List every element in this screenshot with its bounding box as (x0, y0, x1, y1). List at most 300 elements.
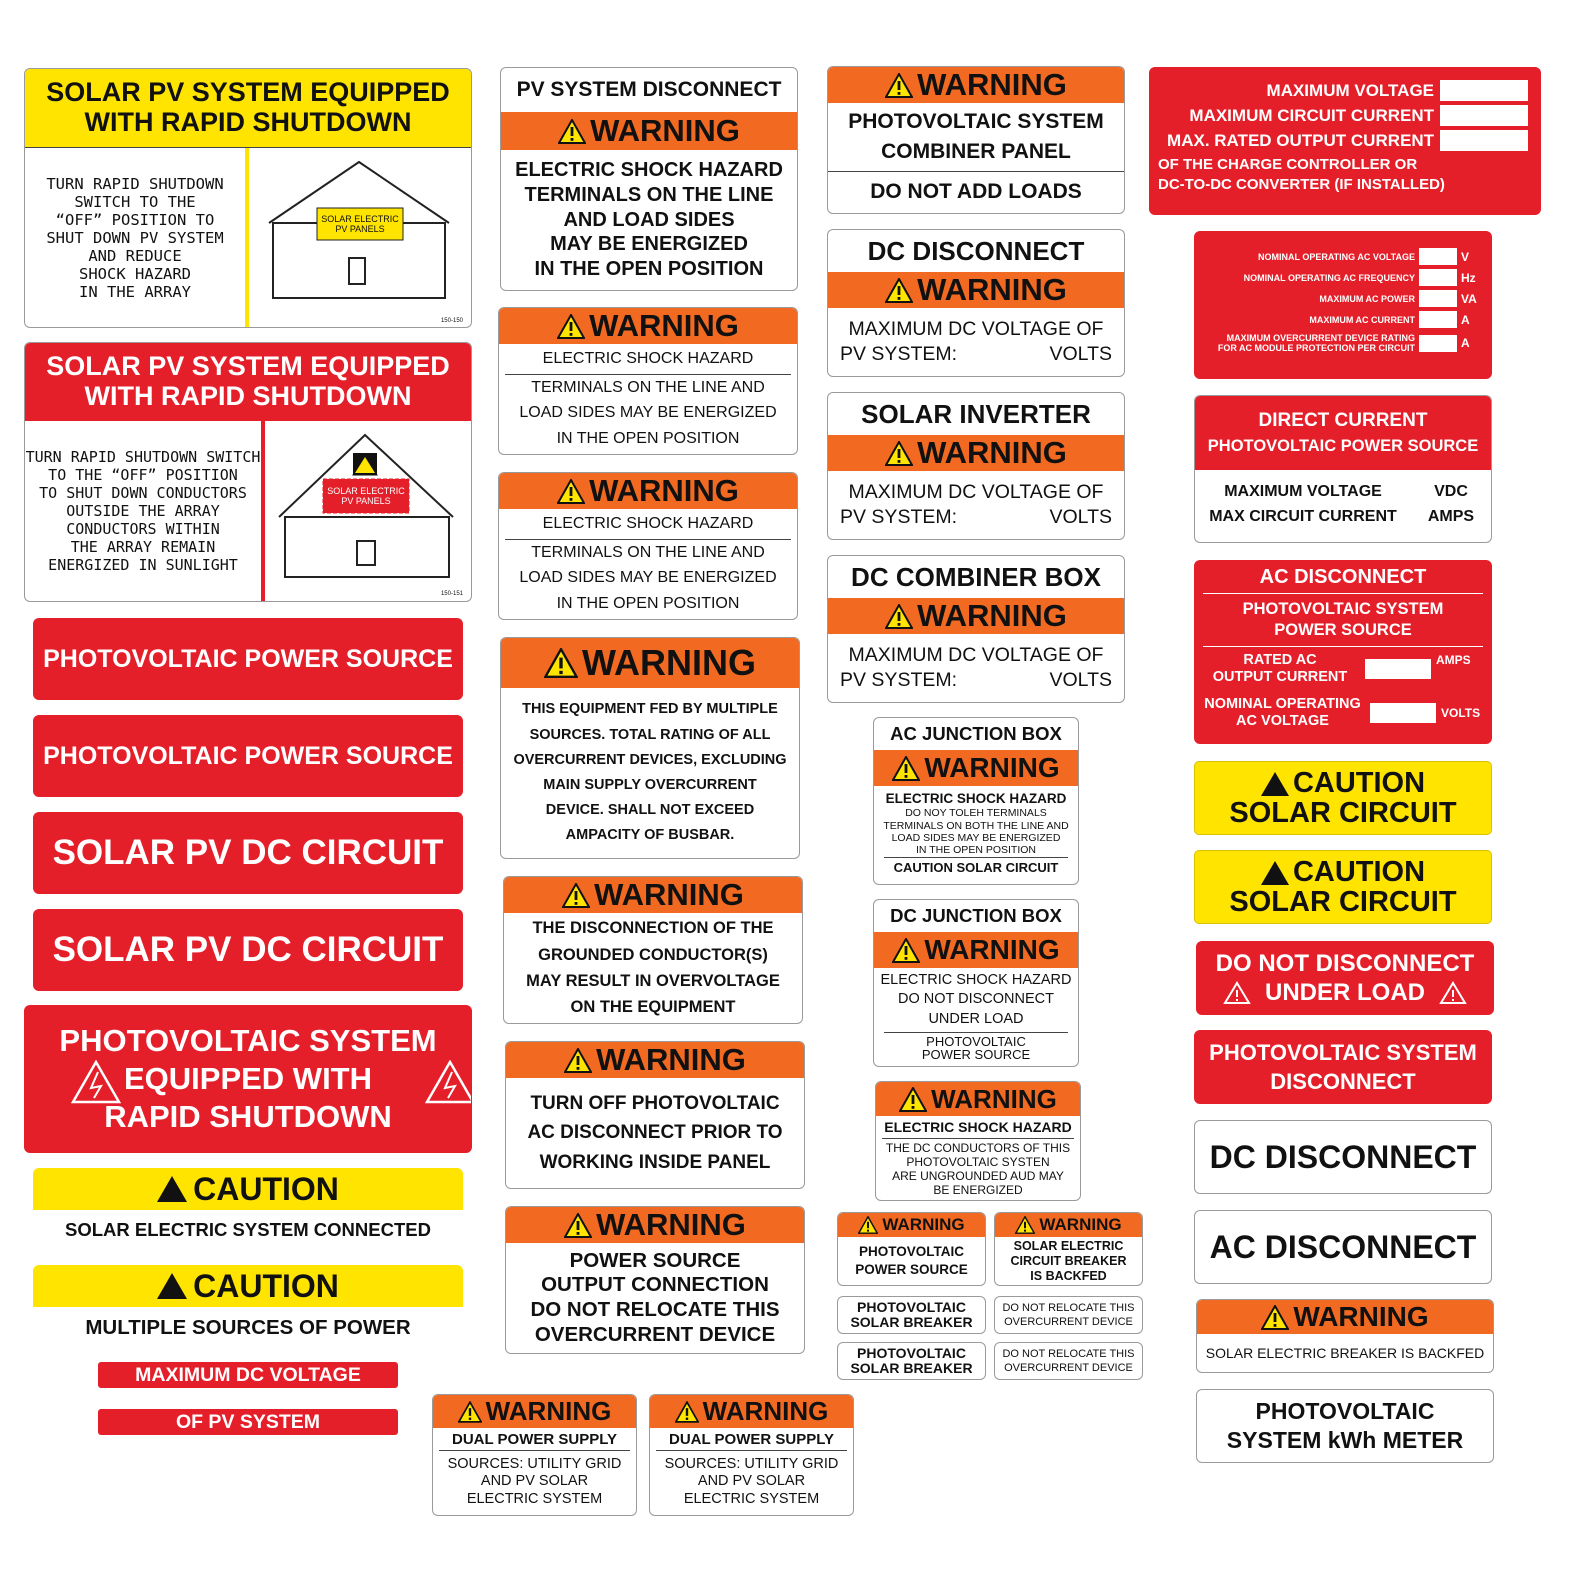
label-line: ELECTRIC SHOCK HAZARD (542, 350, 754, 367)
body-line: SOURCES: UTILITY GRID (447, 1455, 622, 1472)
warning-text: WARNING (917, 272, 1067, 307)
warning-text: WARNING (917, 598, 1067, 633)
body-line: SWITCH TO THE (74, 193, 196, 211)
body-line: TO THE “OFF” POSITION (48, 466, 238, 484)
body-line: OVERCURRENT DEVICE (534, 1322, 776, 1346)
body-line: OUTSIDE THE ARRAY (66, 502, 220, 520)
pv-dc-circuit-label (33, 909, 463, 991)
warning-text: WARNING (485, 1396, 612, 1426)
rating-label: AC VOLTAGE (1236, 713, 1329, 729)
warning-text: WARNING (931, 1083, 1057, 1114)
body-line: PHOTOVOLTAIC SYSTEM (848, 110, 1104, 134)
label-footer: DO NOT ADD LOADS (870, 180, 1082, 203)
warning-bar (828, 67, 1124, 103)
do-not-disconnect-label (1196, 941, 1494, 1015)
label-line: RAPID SHUTDOWN (104, 1099, 392, 1135)
warning-turn-off-label (505, 1041, 805, 1189)
electric-hazard-icon (71, 1060, 121, 1104)
warning-text: WARNING (917, 67, 1067, 102)
caution-body: SOLAR CIRCUIT (1229, 797, 1457, 829)
body-line: LOAD SIDES MAY BE ENERGIZED (519, 404, 777, 422)
body-line: MAXIMUM DC VOLTAGE OF (848, 480, 1104, 503)
warning-bar (433, 1395, 636, 1428)
ac-ratings-label (1194, 231, 1492, 379)
warning-icon (564, 1213, 592, 1238)
label-body (1195, 470, 1491, 530)
body-line: ARE UNGROUNDED AUD MAY (892, 1169, 1064, 1183)
solar-inverter-warning-label (827, 392, 1125, 540)
body-line: THE DISCONNECTION OF THE (532, 919, 774, 938)
house-diagram (265, 421, 471, 601)
label-sub (1195, 594, 1491, 646)
unit-text: A (1461, 312, 1470, 327)
warning-text: WARNING (589, 473, 739, 508)
rating-row (1195, 691, 1491, 735)
body-line: ELECTRIC SYSTEM (466, 1490, 603, 1507)
dc-disconnect-plain-label (1194, 1120, 1492, 1194)
warning-grounded-label (503, 876, 803, 1024)
warning-bar (501, 638, 799, 688)
blank-field (1440, 105, 1528, 126)
warning-bar (499, 473, 797, 509)
caution-solar-circuit-label (1194, 761, 1492, 835)
header-line: SOLAR PV SYSTEM EQUIPPED (46, 351, 450, 382)
body-line: ELECTRIC SHOCK HAZARD (880, 971, 1072, 988)
warning-icon (557, 479, 585, 504)
label-line: UNDER LOAD (1265, 979, 1425, 1006)
label-line: PHOTOVOLTAIC (857, 1345, 966, 1362)
label-title: DC DISCONNECT (867, 235, 1085, 266)
ac-disconnect-plain-label (1194, 1210, 1492, 1284)
breaker-backfed-label (1196, 1299, 1494, 1373)
label-line: DUAL POWER SUPPLY (451, 1430, 618, 1448)
label-body (650, 1451, 853, 1513)
body-line: LOAD SIDES MAY BE ENERGIZED (519, 569, 777, 587)
max-voltage-rating-label (1149, 67, 1541, 215)
small-relocate-label (994, 1342, 1143, 1380)
warning-text: WARNING (594, 877, 744, 912)
warning-bar (874, 932, 1078, 968)
dc-junction-box-label (873, 899, 1079, 1067)
rating-label: MAXIMUM AC CURRENT (1309, 314, 1415, 325)
unit-text: VOLTS (1049, 506, 1112, 528)
label-title: SOLAR INVERTER (861, 398, 1091, 429)
pv-system-disconnect-label (500, 67, 798, 291)
body-line: DO NOT DISCONNECT (897, 991, 1055, 1008)
blank-field (1370, 703, 1436, 723)
body-line: IN THE OPEN POSITION (556, 429, 740, 447)
warning-text: WARNING (596, 1207, 746, 1242)
label-text: MAXIMUM DC VOLTAGE (135, 1363, 361, 1386)
body-line: WORKING INSIDE PANEL (539, 1151, 771, 1173)
warning-icon (157, 1273, 187, 1299)
header-line: WITH RAPID SHUTDOWN (84, 381, 412, 411)
max-dc-voltage-strip (98, 1362, 398, 1388)
body-line: AMPACITY OF BUSBAR. (565, 827, 735, 844)
warning-shock-label (498, 472, 798, 620)
body-line: ELECTRIC SHOCK HAZARD (515, 159, 783, 181)
label-header (1195, 396, 1491, 470)
rating-label: MAXIMUM OVERCURRENT DEVICE RATING (1226, 332, 1415, 343)
label-body: SOLAR ELECTRIC BREAKER IS BACKFED (1205, 1345, 1485, 1361)
label-line: SOLAR BREAKER (850, 1314, 973, 1330)
body-line: GROUNDED CONDUCTOR(S) (538, 945, 768, 964)
rating-row (1195, 647, 1491, 691)
label-line: EQUIPPED WITH (123, 1060, 372, 1096)
blank-field (1419, 311, 1457, 328)
rsd-red-label (24, 342, 472, 602)
roof-label-line: PV PANELS (335, 224, 385, 234)
ac-junction-box-label (873, 717, 1079, 885)
warning-icon (1261, 861, 1289, 885)
warning-icon (675, 1401, 699, 1423)
body-line: TURN OFF PHOTOVOLTAIC (530, 1092, 780, 1114)
warning-icon (562, 883, 590, 908)
body-line: “OFF” POSITION TO (55, 211, 215, 229)
warning-bar (499, 308, 797, 344)
body-line: SHOCK HAZARD (79, 265, 191, 283)
pv-rapid-shutdown-label (24, 1005, 472, 1153)
header-line: SOLAR PV SYSTEM EQUIPPED (46, 77, 450, 108)
warning-text: WARNING (702, 1396, 829, 1426)
warning-bar (874, 750, 1078, 786)
label-body (838, 1237, 985, 1285)
warning-bar (838, 1213, 985, 1237)
body-line: MAIN SUPPLY OVERCURRENT (543, 777, 757, 793)
warning-ungrounded-label (875, 1081, 1081, 1201)
label-line: ELECTRIC SHOCK HAZARD (542, 515, 754, 532)
caution-header (33, 1265, 463, 1307)
body-line: TURN RAPID SHUTDOWN SWITCH (25, 448, 261, 466)
label-text: AC DISCONNECT (1209, 1228, 1477, 1265)
unit-text: VOLTS (1049, 343, 1112, 365)
unit-text: AMPS (1427, 507, 1475, 525)
unit-text: VA (1461, 291, 1477, 306)
footer-line: DC-TO-DC CONVERTER (IF INSTALLED) (1158, 175, 1445, 193)
caution-body: MULTIPLE SOURCES OF POWER (85, 1316, 411, 1339)
body-line: CIRCUIT BREAKER (1010, 1253, 1127, 1268)
dc-disconnect-warning-label (827, 229, 1125, 377)
kwh-meter-label (1196, 1389, 1494, 1463)
label-text: DC DISCONNECT (1209, 1138, 1477, 1175)
label-line: SOLAR BREAKER (850, 1360, 973, 1376)
label-title: DC COMBINER BOX (851, 561, 1101, 592)
body-line: COMBINER PANEL (881, 140, 1071, 163)
label-line: DO NOT RELOCATE THIS (1002, 1301, 1135, 1314)
body-line: MAY BE ENERGIZED (550, 233, 748, 256)
body-line: PHOTOVOLTAIC SYSTEN (906, 1154, 1050, 1169)
body-line: PHOTOVOLTAIC (858, 1244, 964, 1260)
rating-row (1199, 288, 1483, 309)
blank-field (1440, 80, 1528, 101)
rating-label: NOMINAL OPERATING AC FREQUENCY (1243, 272, 1415, 283)
body-line: OVERCURRENT DEVICES, EXCLUDING (513, 751, 787, 768)
body-line: IN THE OPEN POSITION (556, 594, 740, 612)
body-line: AND REDUCE (88, 247, 182, 265)
header-line: PHOTOVOLTAIC POWER SOURCE (1207, 436, 1479, 455)
label-body (874, 968, 1078, 1032)
unit-text: Hz (1461, 270, 1476, 285)
body-line: AND LOAD SIDES (563, 208, 735, 231)
warning-text: WARNING (1293, 1301, 1429, 1332)
rating-footer (1158, 153, 1528, 194)
body-line: UNDER LOAD (928, 1010, 1024, 1027)
label-body (499, 540, 797, 616)
warning-bar (506, 1207, 804, 1243)
small-pv-source-label (837, 1212, 986, 1286)
rating-label: MAXIMUM VOLTAGE (1266, 80, 1434, 100)
warning-icon (885, 73, 913, 98)
roof-label (323, 479, 409, 513)
body-line: THIS EQUIPMENT FED BY MULTIPLE (522, 701, 778, 718)
part-code: 150-150 (440, 318, 463, 324)
body-line: AND PV SOLAR (697, 1473, 806, 1490)
body-line: IN THE OPEN POSITION (916, 844, 1036, 857)
dual-power-supply-label (649, 1394, 854, 1516)
warning-bar (650, 1395, 853, 1428)
label-body (501, 150, 797, 290)
label-line: DUAL POWER SUPPLY (668, 1430, 835, 1448)
blank-field (1419, 335, 1457, 352)
caution-header (33, 1168, 463, 1210)
label-body (499, 375, 797, 451)
body-line: PV SYSTEM: (840, 506, 958, 528)
dual-power-supply-label (432, 1394, 637, 1516)
caution-text: CAUTION (1292, 855, 1426, 888)
label-line: PHOTOVOLTAIC SYSTEM (1209, 1039, 1477, 1065)
footer-line: PHOTOVOLTAIC (926, 1034, 1026, 1049)
warning-icon (892, 756, 920, 781)
warning-icon (1261, 1305, 1289, 1330)
caution-connected-label (33, 1168, 463, 1252)
of-pv-system-strip (98, 1409, 398, 1435)
warning-icon (885, 604, 913, 629)
label-title: PV SYSTEM DISCONNECT (516, 78, 782, 101)
rsd-yellow-label (24, 68, 472, 328)
body-line: DO NOT RELOCATE THIS (530, 1298, 780, 1321)
blank-field (1419, 248, 1457, 265)
label-body (828, 471, 1124, 539)
caution-body: SOLAR CIRCUIT (1229, 886, 1457, 918)
caution-body: SOLAR ELECTRIC SYSTEM CONNECTED (65, 1219, 431, 1240)
warning-bar (1197, 1300, 1493, 1334)
combiner-panel-label (827, 66, 1125, 214)
unit-text: AMPS (1436, 653, 1471, 667)
label-line: DO NOT RELOCATE THIS (1002, 1347, 1135, 1360)
rsd-yellow-header (25, 69, 471, 148)
warning-icon (885, 278, 913, 303)
warning-bar (828, 598, 1124, 634)
label-text: SOLAR PV DC CIRCUIT (52, 833, 444, 872)
warning-text: WARNING (589, 308, 739, 343)
warning-icon (1015, 1216, 1035, 1234)
label-text: OF PV SYSTEM (175, 1410, 321, 1433)
caution-text: CAUTION (1292, 766, 1426, 799)
small-backfed-label (994, 1212, 1143, 1286)
unit-text: VOLTS (1049, 669, 1112, 691)
label-body (506, 1243, 804, 1353)
warning-icon (899, 1087, 927, 1112)
rating-row (1158, 103, 1528, 128)
warning-icon (892, 938, 920, 963)
label-line: ELECTRIC SHOCK HAZARD (885, 790, 1067, 806)
body-line: IN THE OPEN POSITION (534, 258, 764, 281)
label-title: AC DISCONNECT (1259, 565, 1427, 588)
warning-text: WARNING (582, 642, 756, 683)
warning-icon (558, 119, 586, 144)
dc-combiner-warning-label (827, 555, 1125, 703)
rating-label: MAXIMUM VOLTAGE (1224, 483, 1382, 500)
rating-row (1158, 78, 1528, 103)
warning-bar (501, 112, 797, 150)
rating-label: MAX. RATED OUTPUT CURRENT (1167, 130, 1434, 150)
body-line: POWER SOURCE (855, 1262, 968, 1277)
warning-icon (557, 314, 585, 339)
warning-text: WARNING (924, 752, 1060, 783)
body-line: ENERGIZED IN SUNLIGHT (48, 556, 238, 574)
warning-icon (885, 441, 913, 466)
caution-multiple-label (33, 1265, 463, 1349)
rating-label: MAX CIRCUIT CURRENT (1209, 507, 1397, 525)
warning-bar (828, 272, 1124, 308)
warning-bar (876, 1082, 1080, 1116)
label-footer (874, 1033, 1078, 1063)
body-line: POWER SOURCE (569, 1248, 741, 1272)
sub-line: PHOTOVOLTAIC SYSTEM (1242, 599, 1444, 618)
footer-line: POWER SOURCE (921, 1047, 1031, 1062)
label-title: AC JUNCTION BOX (890, 723, 1062, 744)
pv-system-disconnect-red-label (1194, 1030, 1492, 1104)
body-line: MAY RESULT IN OVERVOLTAGE (526, 972, 780, 990)
rating-label: MAXIMUM AC POWER (1319, 293, 1415, 304)
body-line: BE ENERGIZED (933, 1183, 1023, 1198)
label-body (995, 1237, 1142, 1285)
label-line: ELECTRIC SHOCK HAZARD (884, 1119, 1072, 1135)
body-line: TERMINALS ON THE LINE AND (531, 543, 765, 561)
caution-text: CAUTION (193, 1267, 339, 1304)
body-line: MAXIMUM DC VOLTAGE OF (848, 317, 1104, 340)
part-code: 150-151 (440, 591, 463, 597)
warning-text: WARNING (924, 934, 1060, 965)
body-line: LOAD SIDES MAY BE ENERGIZED (891, 832, 1061, 844)
sub-line: POWER SOURCE (1274, 621, 1412, 639)
warning-text: WARNING (590, 113, 740, 148)
label-line: PHOTOVOLTAIC SYSTEM (59, 1022, 437, 1058)
ac-disconnect-red-label (1194, 560, 1492, 744)
warning-shock-label (498, 307, 798, 455)
pv-dc-circuit-label (33, 812, 463, 894)
unit-text: V (1461, 249, 1470, 264)
label-line: PHOTOVOLTAIC (857, 1299, 966, 1316)
label-title: DC JUNCTION BOX (890, 905, 1062, 926)
body-line: TERMINALS ON THE LINE (524, 183, 774, 206)
body-line: AC DISCONNECT PRIOR TO (527, 1122, 783, 1144)
warning-outline-icon (1223, 981, 1251, 1005)
rating-label: RATED AC (1243, 651, 1317, 668)
body-line: SOURCES. TOTAL RATING OF ALL (529, 726, 771, 743)
body-line: TO SHUT DOWN CONDUCTORS (39, 484, 247, 502)
electric-hazard-icon (425, 1060, 472, 1104)
warning-icon (1261, 772, 1289, 796)
warning-bar (995, 1213, 1142, 1237)
rating-label: MAXIMUM CIRCUIT CURRENT (1189, 105, 1434, 125)
warning-icon (157, 1176, 187, 1202)
warning-text: WARNING (917, 435, 1067, 470)
unit-text: VOLTS (1441, 706, 1481, 720)
rsd-red-body (25, 421, 265, 601)
body-line: DEVICE. SHALL NOT EXCEED (545, 802, 755, 819)
rating-label: FOR AC MODULE PROTECTION PER CIRCUIT (1217, 343, 1415, 353)
rating-label: NOMINAL OPERATING (1204, 695, 1361, 712)
body-line: ELECTRIC SYSTEM (683, 1490, 820, 1507)
body-line: TERMINALS ON THE LINE AND (531, 378, 765, 396)
warning-text: WARNING (882, 1215, 965, 1234)
body-line: CONDUCTORS WITHIN (66, 520, 220, 538)
label-line: OVERCURRENT DEVICE (1004, 1316, 1133, 1328)
footer-line: OF THE CHARGE CONTROLLER OR (1158, 156, 1418, 173)
label-text: PHOTOVOLTAIC POWER SOURCE (43, 644, 453, 673)
label-line: DO NOT DISCONNECT (1215, 949, 1475, 977)
warning-icon (458, 1401, 482, 1423)
caution-text: CAUTION (193, 1170, 339, 1207)
rsd-red-header (25, 343, 471, 421)
rating-row (1199, 330, 1483, 356)
label-text: SOLAR PV DC CIRCUIT (52, 930, 444, 969)
direct-current-label (1194, 395, 1492, 543)
caution-solar-circuit-label (1194, 850, 1492, 924)
roof-label-line: SOLAR ELECTRIC (327, 486, 405, 496)
body-line: MAXIMUM DC VOLTAGE OF (848, 643, 1104, 666)
rsd-yellow-body (25, 148, 249, 328)
body-line: ON THE EQUIPMENT (570, 998, 736, 1017)
warning-text: WARNING (596, 1042, 746, 1077)
warning-text: WARNING (1039, 1215, 1122, 1234)
body-line: TERMINALS ON BOTH THE LINE AND (883, 819, 1069, 832)
small-solar-breaker-label (837, 1296, 986, 1334)
body-line: SOURCES: UTILITY GRID (664, 1455, 839, 1472)
roof-label-line: PV PANELS (341, 496, 391, 506)
blank-field (1419, 269, 1457, 286)
label-line: SYSTEM kWh METER (1226, 1427, 1464, 1453)
label-text: PHOTOVOLTAIC POWER SOURCE (43, 741, 453, 770)
warning-multiple-sources-label (500, 637, 800, 859)
body-line: THE DC CONDUCTORS OF THIS (885, 1140, 1071, 1155)
body-line: IN THE ARRAY (79, 283, 191, 301)
warning-icon (544, 648, 578, 678)
warning-bar (828, 435, 1124, 471)
label-body (506, 1078, 804, 1188)
label-footer: CAUTION SOLAR CIRCUIT (893, 859, 1059, 875)
label-body (828, 634, 1124, 702)
house-diagram (249, 148, 471, 328)
label-body (876, 1139, 1080, 1199)
body-line: DO NOY TOLEH TERMINALS (905, 807, 1047, 820)
blank-field (1419, 290, 1457, 307)
rating-label: OUTPUT CURRENT (1212, 669, 1348, 685)
small-solar-breaker-label (837, 1342, 986, 1380)
label-body (828, 308, 1124, 376)
label-body (501, 688, 799, 858)
warning-icon (858, 1216, 878, 1234)
warning-power-source-label (505, 1206, 805, 1354)
body-line: THE ARRAY REMAIN (70, 538, 216, 556)
label-line: PHOTOVOLTAIC (1255, 1397, 1435, 1424)
body-line: IS BACKFED (1030, 1268, 1107, 1283)
rating-row (1199, 309, 1483, 330)
blank-field (1365, 659, 1431, 679)
body-line: PV SYSTEM: (840, 669, 958, 691)
unit-text: VDC (1434, 483, 1468, 500)
